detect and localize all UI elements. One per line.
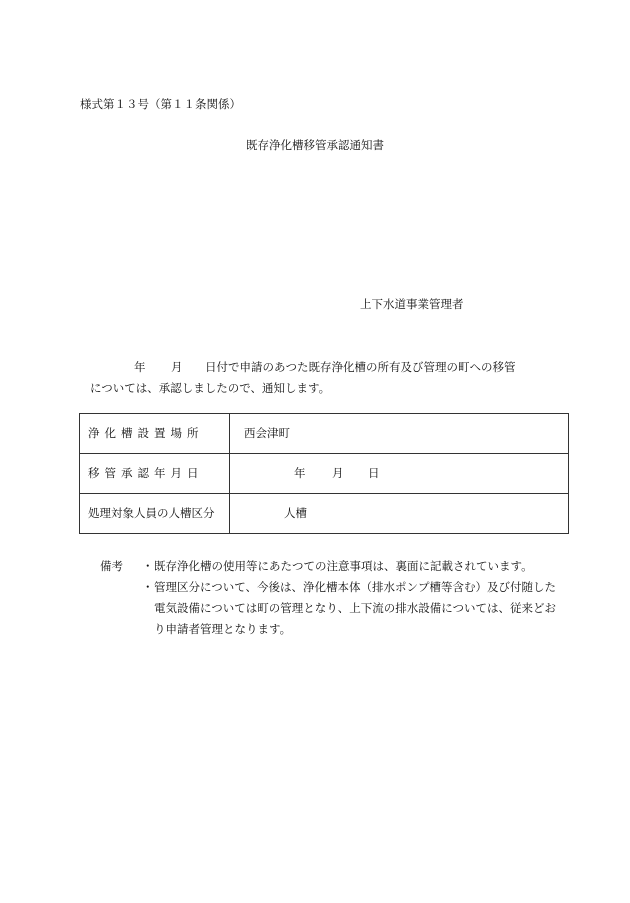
label-capacity-class: 処理対象人員の人槽区分 xyxy=(80,494,230,534)
table-row xyxy=(80,494,569,534)
capacity-unit: 人槽 xyxy=(284,505,307,520)
date-month: 月 xyxy=(332,465,344,480)
blank-year: 年 xyxy=(134,360,146,374)
remark-item xyxy=(142,556,562,577)
info-table xyxy=(79,413,569,534)
bullet-glyph: ・ xyxy=(142,559,154,573)
value-capacity-class xyxy=(230,494,569,534)
bullet-glyph: ・ xyxy=(142,580,154,594)
value-approval-date xyxy=(230,454,569,494)
date-day: 日 xyxy=(368,465,380,480)
form-number: 様式第１３号（第１１条関係） xyxy=(80,97,241,111)
value-installation-place: 西会津町 xyxy=(230,414,569,454)
remarks-heading: 備考 xyxy=(100,559,123,573)
issuer-title: 上下水道事業管理者 xyxy=(360,297,464,311)
notice-line-2: については、承認しましたので、通知します。 xyxy=(90,381,331,395)
label-installation-place: 浄化槽設置場所 xyxy=(80,414,230,454)
remark-text: 管理区分について、今後は、浄化槽本体（排水ポンプ槽等含む）及び付随した電気設備については町の管理となり、上下流の排水設備については、従来どおり申請者管理となります。 xyxy=(154,580,557,636)
table-row xyxy=(80,414,569,454)
date-year: 年 xyxy=(294,465,306,480)
remark-item xyxy=(142,577,562,640)
remarks-list xyxy=(142,556,562,640)
blank-month: 月 xyxy=(171,360,183,374)
notice-line-1-text: 日付で申請のあつた既存浄化槽の所有及び管理の町への移管 xyxy=(205,360,516,374)
notice-line-1 xyxy=(90,357,570,378)
document-title: 既存浄化槽移管承認通知書 xyxy=(246,138,384,152)
table-row xyxy=(80,454,569,494)
notice-body xyxy=(90,357,570,399)
label-approval-date: 移管承認年月日 xyxy=(80,454,230,494)
remark-text: 既存浄化槽の使用等にあたつての注意事項は、裏面に記載されています。 xyxy=(154,559,533,573)
